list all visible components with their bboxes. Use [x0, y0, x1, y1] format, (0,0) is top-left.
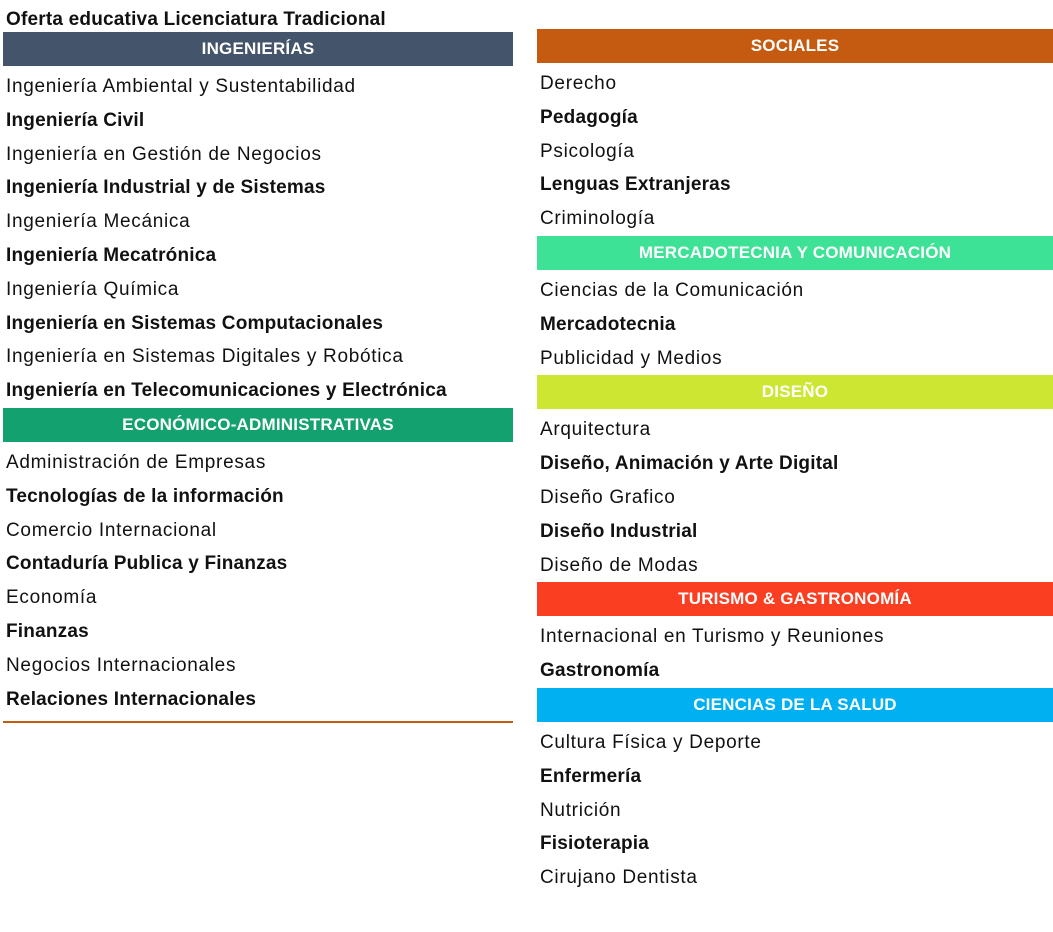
program-item: Criminología	[540, 208, 656, 230]
program-item: Internacional en Turismo y Reuniones	[540, 626, 885, 648]
program-list	[537, 409, 1053, 582]
section-header: ECONÓMICO-ADMINISTRATIVAS	[3, 408, 513, 442]
program-item: Lenguas Extranjeras	[540, 174, 731, 196]
section-turismo-gastronomia	[537, 582, 1053, 688]
program-item: Ingeniería Ambiental y Sustentabilidad	[6, 76, 356, 97]
section-ingenierias	[3, 32, 513, 408]
section-diseno	[537, 375, 1053, 582]
section-header: DISEÑO	[537, 375, 1053, 409]
program-item: Ingeniería Mecatrónica	[6, 244, 217, 266]
section-header: INGENIERÍAS	[3, 32, 513, 66]
program-item: Negocios Internacionales	[6, 654, 237, 676]
program-item: Enfermería	[540, 765, 642, 787]
program-item: Cirujano Dentista	[540, 867, 698, 889]
program-item: Comercio Internacional	[6, 519, 217, 541]
program-item: Fisioterapia	[540, 833, 650, 855]
page-title: Oferta educativa Licenciatura Tradicional	[6, 9, 386, 30]
left-sections	[3, 32, 513, 716]
section-sociales	[537, 29, 1053, 236]
left-column	[3, 0, 513, 723]
program-item: Ciencias de la Comunicación	[540, 279, 804, 301]
program-item: Ingeniería Civil	[6, 109, 145, 131]
program-item: Ingeniería Mecánica	[6, 211, 191, 233]
program-item: Cultura Física y Deporte	[540, 731, 762, 753]
program-item: Ingeniería en Sistemas Digitales y Robótica	[6, 346, 404, 368]
section-header: TURISMO & GASTRONOMÍA	[537, 582, 1053, 616]
program-list	[537, 270, 1053, 375]
program-item: Derecho	[540, 73, 617, 94]
program-item: Administración de Empresas	[6, 451, 267, 473]
right-sections	[537, 29, 1053, 895]
section-economico-administrativas	[3, 408, 513, 716]
program-item: Contaduría Publica y Finanzas	[6, 553, 288, 575]
section-header: MERCADOTECNIA Y COMUNICACIÓN	[537, 236, 1053, 270]
program-item: Pedagogía	[540, 106, 638, 128]
program-item: Psicología	[540, 140, 635, 162]
program-item: Diseño Grafico	[540, 486, 676, 508]
program-item: Ingeniería en Gestión de Negocios	[6, 143, 322, 165]
section-header: CIENCIAS DE LA SALUD	[537, 688, 1053, 722]
program-item: Diseño Industrial	[540, 520, 698, 542]
program-item: Gastronomía	[540, 660, 660, 682]
program-item: Nutrición	[540, 799, 622, 821]
program-item: Relaciones Internacionales	[6, 688, 257, 710]
program-list	[3, 442, 513, 716]
program-item: Diseño de Modas	[540, 554, 699, 576]
program-item: Mercadotecnia	[540, 313, 676, 335]
program-item: Ingeniería Industrial y de Sistemas	[6, 177, 326, 199]
section-ciencias-de-la-salud	[537, 688, 1053, 895]
program-list	[3, 66, 513, 408]
section-mercadotecnia-y-comunicacion	[537, 236, 1053, 375]
program-item: Economía	[6, 587, 98, 609]
right-column	[537, 29, 1053, 895]
program-item: Ingeniería en Sistemas Computacionales	[6, 312, 384, 334]
program-list	[537, 616, 1053, 688]
program-item: Arquitectura	[540, 419, 651, 441]
section-header: SOCIALES	[537, 29, 1053, 63]
program-item: Ingeniería Química	[6, 278, 180, 300]
bottom-divider	[3, 721, 513, 723]
program-item: Ingeniería en Telecomunicaciones y Electrónica	[6, 380, 447, 402]
program-list	[537, 63, 1053, 236]
program-item: Publicidad y Medios	[540, 347, 723, 369]
program-item: Diseño, Animación y Arte Digital	[540, 453, 839, 475]
program-item: Tecnologías de la información	[6, 485, 284, 507]
program-list	[537, 722, 1053, 895]
program-item: Finanzas	[6, 620, 89, 642]
